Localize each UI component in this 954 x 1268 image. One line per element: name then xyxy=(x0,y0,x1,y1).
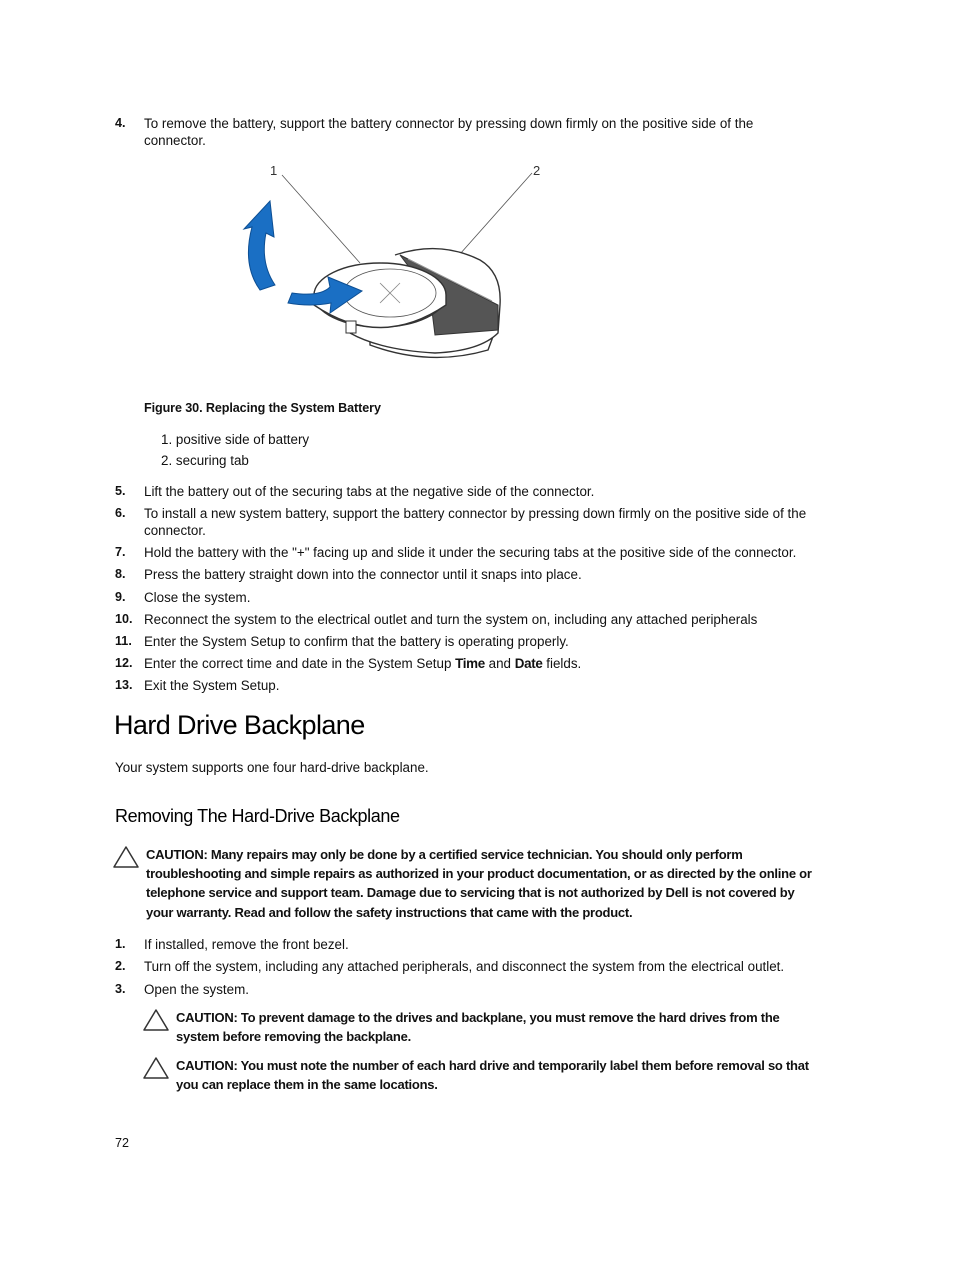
caution-remove-drives xyxy=(142,1008,812,1046)
legend-item: 1. positive side of battery xyxy=(161,432,310,447)
step-number: 4. xyxy=(115,116,126,130)
step-text: To remove the battery, support the battery connector by pressing down firmly on the positive side of the connector. xyxy=(144,116,754,148)
step-9 xyxy=(115,589,815,606)
page-number: 72 xyxy=(115,1136,130,1150)
step-text: Press the battery straight down into the connector until it snaps into place. xyxy=(144,567,582,582)
step-8 xyxy=(115,566,815,583)
step-text: Hold the battery with the "+" facing up and slide it under the securing tabs at the positive side of the connector. xyxy=(144,545,797,560)
warning-triangle-icon xyxy=(112,845,140,869)
step-text: If installed, remove the front bezel. xyxy=(144,937,349,952)
step-number: 8. xyxy=(115,567,126,581)
legend-item: 2. securing tab xyxy=(161,453,249,468)
step-text: Reconnect the system to the electrical outlet and turn the system on, including any attached peripherals xyxy=(144,612,758,627)
step-number: 12. xyxy=(115,656,133,670)
step-2 xyxy=(115,958,815,975)
caution-text: CAUTION: You must note the number of each hard drive and temporarily label them before removal so that you can replace them in the same locations. xyxy=(176,1058,809,1093)
subsection-title: Removing The Hard-Drive Backplane xyxy=(115,806,400,826)
step-3 xyxy=(115,981,815,998)
step-12 xyxy=(115,655,815,672)
step-10 xyxy=(115,611,815,628)
step-text: Close the system. xyxy=(144,590,251,605)
step-number: 9. xyxy=(115,590,126,604)
step-number: 10. xyxy=(115,612,133,626)
step-number: 7. xyxy=(115,545,126,559)
step-text: Open the system. xyxy=(144,982,249,997)
step-number: 11. xyxy=(115,634,132,648)
section-title: Hard Drive Backplane xyxy=(114,710,365,740)
callout-2: 2 xyxy=(533,163,541,178)
step-text: Turn off the system, including any attached peripherals, and disconnect the system from the electrical outlet. xyxy=(144,959,785,974)
date-field-label: Date xyxy=(514,656,543,671)
step-number: 6. xyxy=(115,506,126,520)
battery-replacement-figure xyxy=(230,155,550,370)
step-text: Lift the battery out of the securing tabs at the negative side of the connector. xyxy=(144,484,595,499)
caution-main xyxy=(112,845,812,922)
step-number: 5. xyxy=(115,484,126,498)
step-text: Enter the System Setup to confirm that the battery is operating properly. xyxy=(144,634,569,649)
caution-text: CAUTION: To prevent damage to the drives and backplane, you must remove the hard drives from the system before removing the backplane. xyxy=(176,1010,780,1045)
step-1 xyxy=(115,936,815,953)
step-5 xyxy=(115,483,815,500)
step-text: To install a new system battery, support the battery connector by pressing down firmly on the positive side of the connector. xyxy=(144,506,807,538)
callout-1: 1 xyxy=(270,163,278,178)
warning-triangle-icon xyxy=(142,1056,170,1080)
step-number: 13. xyxy=(115,678,133,692)
step-text-part: Enter the correct time and date in the System Setup xyxy=(144,656,456,671)
step-number: 1. xyxy=(115,937,126,951)
step-7 xyxy=(115,544,815,561)
section-intro: Your system supports one four hard-drive backplane. xyxy=(115,760,429,775)
caution-text: CAUTION: Many repairs may only be done by a certified service technician. You should only perform troubleshooting and simple repairs as authorized in your product documentation, or as directed by the online or telephone service and support team. Damage due to servicing that is not authorized by Dell is not covered by your warranty. Read and follow the safety instructions that came with the product. xyxy=(146,847,812,920)
step-text-part: and xyxy=(484,656,515,671)
step-4 xyxy=(115,115,815,149)
step-number: 3. xyxy=(115,982,126,996)
time-field-label: Time xyxy=(455,656,485,671)
step-text: Exit the System Setup. xyxy=(144,678,280,693)
step-text xyxy=(144,655,815,672)
callout-2-leader xyxy=(452,173,532,263)
step-number: 2. xyxy=(115,959,126,973)
callout-1-leader xyxy=(282,175,360,263)
figure-caption: Figure 30. Replacing the System Battery xyxy=(144,401,381,415)
warning-triangle-icon xyxy=(142,1008,170,1032)
step-6 xyxy=(115,505,815,539)
caution-label-drives xyxy=(142,1056,812,1094)
step-13 xyxy=(115,677,815,694)
insert-arrow-icon xyxy=(244,201,362,313)
step-11 xyxy=(115,633,815,650)
step-text-part: fields. xyxy=(542,656,582,671)
